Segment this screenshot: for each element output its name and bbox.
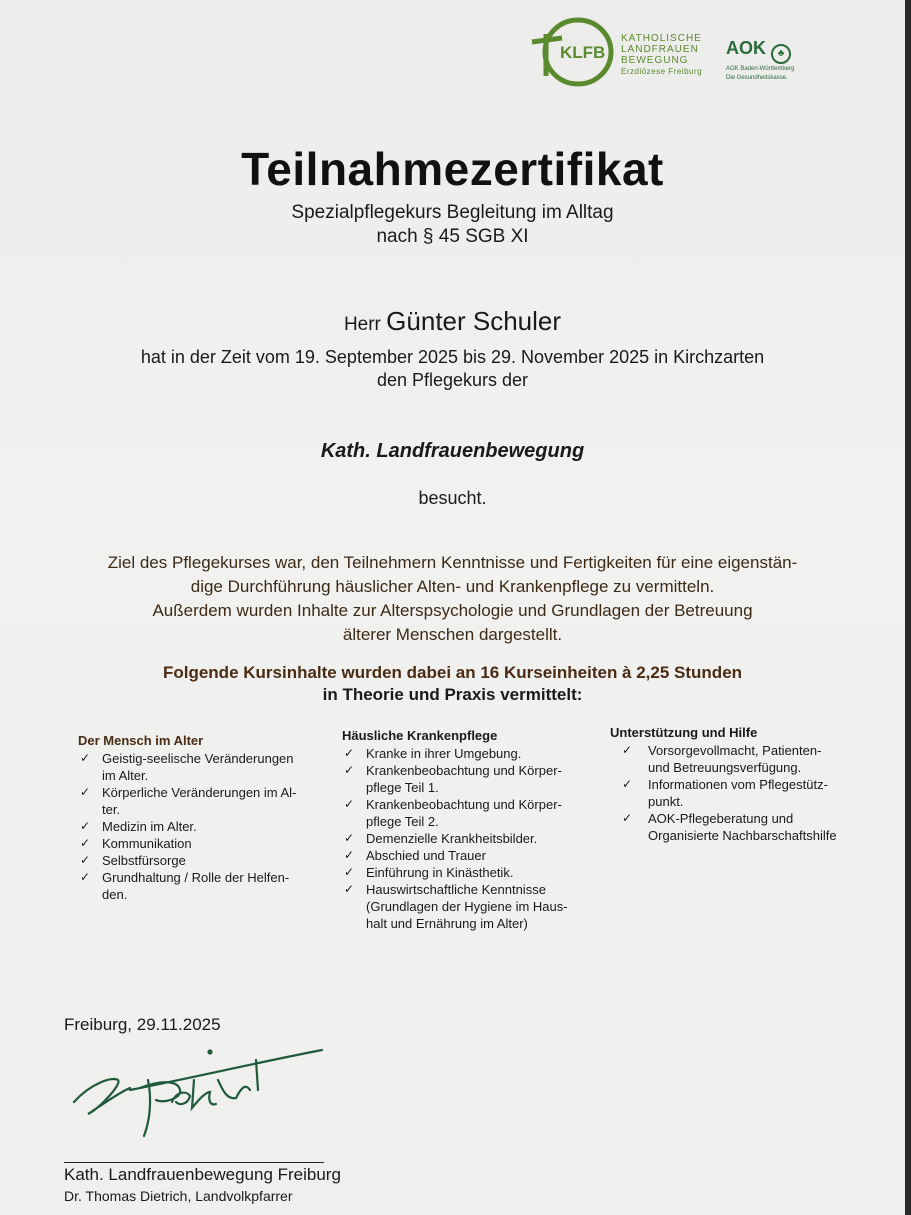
list-item-line: pflege Teil 1. — [366, 780, 439, 795]
signature — [60, 1040, 350, 1150]
checkmark-icon: ✓ — [344, 763, 355, 777]
subtitle-line: nach § 45 SGB XI — [376, 226, 529, 247]
list-item — [610, 742, 860, 776]
visited-text: besucht. — [418, 488, 487, 508]
background-edge — [905, 0, 911, 1215]
list-item-line: Körperliche Veränderungen im Al- — [102, 785, 297, 800]
list-item-line: Grundhaltung / Rolle der Helfen- — [102, 870, 290, 885]
course-goal — [0, 551, 905, 647]
list-item — [342, 745, 592, 762]
place-date: Freiburg, 29.11.2025 — [64, 1015, 221, 1034]
period-text — [0, 346, 905, 392]
list-item — [610, 810, 860, 844]
signature-line — [64, 1162, 324, 1163]
period-line: den Pflegekurs der — [376, 370, 529, 390]
signatory-name: Dr. Thomas Dietrich, Landvolkpfarrer — [64, 1188, 293, 1204]
checkmark-icon: ✓ — [622, 743, 633, 757]
klfb-wordmark — [621, 33, 702, 77]
list-item-line: (Grundlagen der Hygiene im Haus- — [366, 899, 568, 914]
aok-tree-icon: ♣ — [771, 44, 791, 64]
content-list — [610, 742, 860, 844]
list-item-line: punkt. — [648, 794, 684, 809]
list-item — [78, 835, 328, 852]
organization-name: Kath. Landfrauenbewegung — [320, 440, 585, 462]
goal-line: Ziel des Pflegekurses war, den Teilnehmern Kenntnisse und Fertigkeiten für eine eigenstän- — [107, 553, 798, 572]
checkmark-icon: ✓ — [344, 848, 355, 862]
content-list — [342, 745, 592, 932]
goal-line: älterer Menschen dargestellt. — [342, 625, 563, 644]
checkmark-icon: ✓ — [80, 853, 91, 867]
checkmark-icon: ✓ — [80, 785, 91, 799]
recipient — [0, 306, 905, 337]
checkmark-icon: ✓ — [622, 811, 633, 825]
list-item-line: Kommunikation — [102, 836, 192, 851]
column-heading: Der Mensch im Alter — [78, 733, 204, 748]
subtitle-line: Spezialpflegekurs Begleitung im Alltag — [291, 202, 614, 223]
list-item-line: und Betreuungsverfügung. — [648, 760, 802, 775]
list-item — [78, 784, 328, 818]
list-item-line: Vorsorgevollmacht, Patienten- — [648, 743, 822, 758]
checkmark-icon: ✓ — [344, 797, 355, 811]
signature-organization: Kath. Landfrauenbewegung Freiburg — [64, 1165, 341, 1184]
list-item-line: Medizin im Alter. — [102, 819, 197, 834]
column-mensch-im-alter — [78, 732, 328, 903]
list-item — [342, 847, 592, 864]
klfb-line: KATHOLISCHE — [621, 33, 702, 44]
list-item-line: Selbstfürsorge — [102, 853, 186, 868]
list-item-line: Geistig-seelische Veränderungen — [102, 751, 294, 766]
list-item — [78, 818, 328, 835]
list-item-line: Hauswirtschaftliche Kenntnisse — [366, 882, 546, 897]
checkmark-icon: ✓ — [80, 870, 91, 884]
checkmark-icon: ✓ — [80, 751, 91, 765]
list-item — [78, 750, 328, 784]
list-item-line: Demenzielle Krankheitsbilder. — [366, 831, 538, 846]
checkmark-icon: ✓ — [80, 819, 91, 833]
list-item — [342, 864, 592, 881]
column-heading: Häusliche Krankenpflege — [342, 728, 498, 743]
klfb-mark: KLFB — [560, 43, 606, 62]
period-line: hat in der Zeit vom 19. September 2025 bis 29. November 2025 in Kirchzarten — [140, 347, 765, 367]
goal-line: dige Durchführung häuslicher Alten- und Krankenpflege zu vermitteln. — [190, 577, 715, 596]
salutation: Herr — [343, 314, 381, 335]
recipient-name: Günter Schuler — [386, 306, 562, 336]
list-item-line: Abschied und Trauer — [366, 848, 486, 863]
klfb-sub: Erzdiözese Freiburg — [621, 67, 703, 76]
checkmark-icon: ✓ — [344, 865, 355, 879]
content-list — [78, 750, 328, 903]
list-item-line: Informationen vom Pflegestütz- — [648, 777, 828, 792]
list-item-line: im Alter. — [102, 768, 149, 783]
column-unterstuetzung — [610, 724, 860, 844]
checkmark-icon: ✓ — [622, 777, 633, 791]
checkmark-icon: ✓ — [344, 831, 355, 845]
list-item — [342, 830, 592, 847]
klfb-line: LANDFRAUEN — [621, 44, 699, 55]
aok-line: AOK Baden-Württemberg — [726, 66, 795, 72]
list-item-line: halt und Ernährung im Alter) — [366, 916, 528, 931]
list-item — [342, 881, 592, 932]
list-item-line: ter. — [102, 802, 121, 817]
contents-heading-line: in Theorie und Praxis vermittelt: — [322, 685, 583, 704]
list-item-line: Kranke in ihrer Umgebung. — [366, 746, 522, 761]
course-subtitle — [0, 201, 905, 249]
list-item-line: Krankenbeobachtung und Körper- — [366, 763, 562, 778]
list-item — [78, 869, 328, 903]
list-item — [610, 776, 860, 810]
column-heading: Unterstützung und Hilfe — [610, 725, 758, 740]
contents-heading — [0, 662, 905, 706]
list-item-line: Organisierte Nachbarschaftshilfe — [648, 828, 837, 843]
list-item — [78, 852, 328, 869]
aok-line: Die Gesundheitskasse. — [726, 75, 788, 81]
list-item-line: pflege Teil 2. — [366, 814, 439, 829]
list-item-line: AOK-Pflegeberatung und — [648, 811, 794, 826]
klfb-line: BEWEGUNG — [621, 55, 689, 66]
goal-line: Außerdem wurden Inhalte zur Alterspsychologie und Grundlagen der Betreuung — [152, 601, 753, 620]
page-title: Teilnahmezertifikat — [241, 143, 664, 195]
aok-mark: AOK ♣ — [726, 38, 794, 64]
list-item — [342, 796, 592, 830]
list-item-line: Einführung in Kinästhetik. — [366, 865, 514, 880]
aok-logo — [726, 38, 794, 82]
contents-heading-line: Folgende Kursinhalte wurden dabei an 16 Kurseinheiten à 2,25 Stunden — [162, 663, 743, 682]
list-item-line: Krankenbeobachtung und Körper- — [366, 797, 562, 812]
checkmark-icon: ✓ — [344, 746, 355, 760]
column-haeusliche-krankenpflege — [342, 727, 592, 932]
checkmark-icon: ✓ — [80, 836, 91, 850]
list-item — [342, 762, 592, 796]
checkmark-icon: ✓ — [344, 882, 355, 896]
list-item-line: den. — [102, 887, 128, 902]
